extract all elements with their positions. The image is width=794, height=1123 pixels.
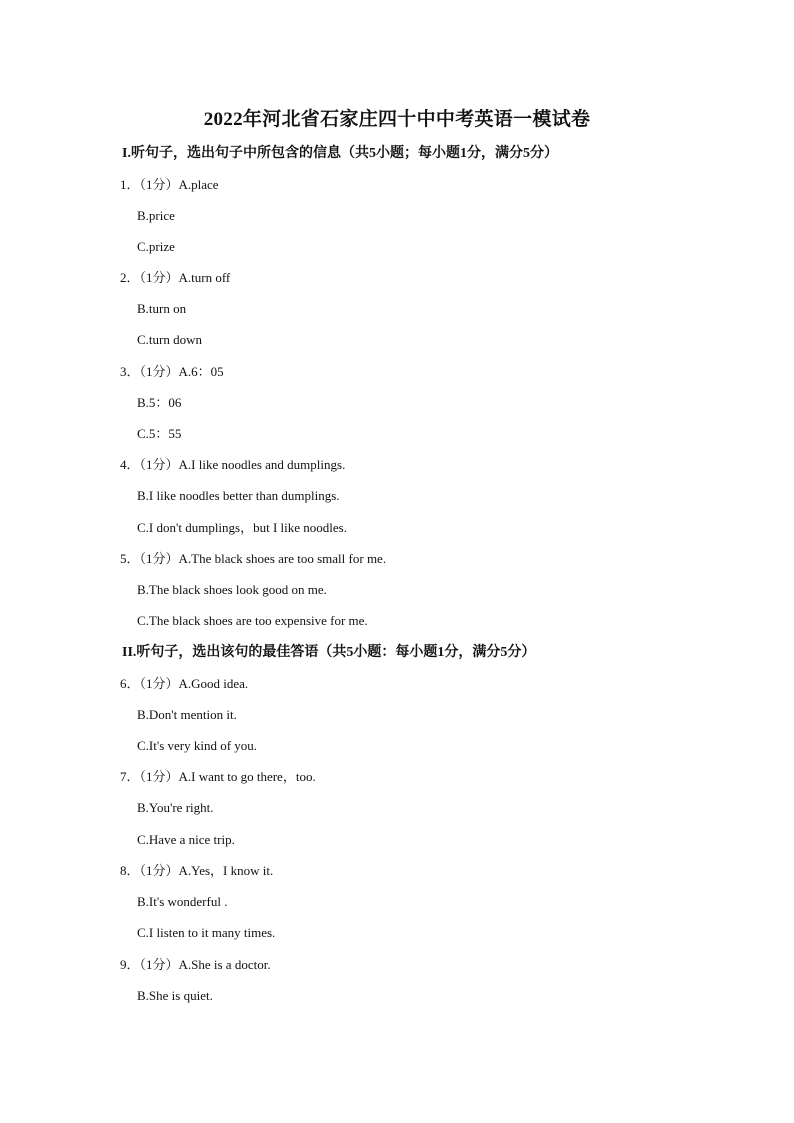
question-6-stem: 6．（1分）A.Good idea. bbox=[120, 676, 249, 691]
question-1-stem: 1．（1分）A.place bbox=[120, 177, 219, 192]
question-9-stem: 9．（1分）A.She is a doctor. bbox=[120, 957, 271, 972]
question-7-option-c: C.Have a nice trip. bbox=[137, 832, 235, 847]
question-6-option-b: B.Don't mention it. bbox=[137, 707, 237, 722]
question-5-option-c: C.The black shoes are too expensive for me. bbox=[137, 613, 368, 628]
section-heading-1: I.听句子，选出句子中所包含的信息（共5小题；每小题1分，满分5分） bbox=[122, 146, 558, 161]
question-7-stem: 7．（1分）A.I want to go there，too. bbox=[120, 769, 316, 784]
question-6-option-c: C.It's very kind of you. bbox=[137, 738, 258, 753]
section-heading-2: II.听句子，选出该句的最佳答语（共5小题：每小题1分，满分5分） bbox=[122, 645, 536, 660]
question-4-option-b: B.I like noodles better than dumplings. bbox=[137, 488, 340, 503]
question-9-option-b: B.She is quiet. bbox=[137, 988, 213, 1003]
question-3-option-b: B.5：06 bbox=[137, 395, 182, 410]
question-2-stem: 2．（1分）A.turn off bbox=[120, 270, 231, 285]
question-5-option-b: B.The black shoes look good on me. bbox=[137, 582, 327, 597]
question-8-option-c: C.I listen to it many times. bbox=[137, 925, 276, 940]
question-8-option-b: B.It's wonderful . bbox=[137, 894, 228, 909]
page-title: 2022年河北省石家庄四十中中考英语一模试卷 bbox=[203, 109, 591, 130]
question-8-stem: 8．（1分）A.Yes，I know it. bbox=[120, 863, 274, 878]
question-2-option-b: B.turn on bbox=[137, 301, 187, 316]
question-1-option-c: C.prize bbox=[137, 239, 175, 254]
question-4-option-c: C.I don't dumplings，but I like noodles. bbox=[137, 520, 347, 535]
question-1-option-b: B.price bbox=[137, 208, 175, 223]
question-4-stem: 4．（1分）A.I like noodles and dumplings. bbox=[120, 457, 346, 472]
question-7-option-b: B.You're right. bbox=[137, 800, 214, 815]
question-3-stem: 3．（1分）A.6：05 bbox=[120, 364, 224, 379]
question-2-option-c: C.turn down bbox=[137, 332, 202, 347]
question-3-option-c: C.5：55 bbox=[137, 426, 182, 441]
question-5-stem: 5．（1分）A.The black shoes are too small for me. bbox=[120, 551, 387, 566]
